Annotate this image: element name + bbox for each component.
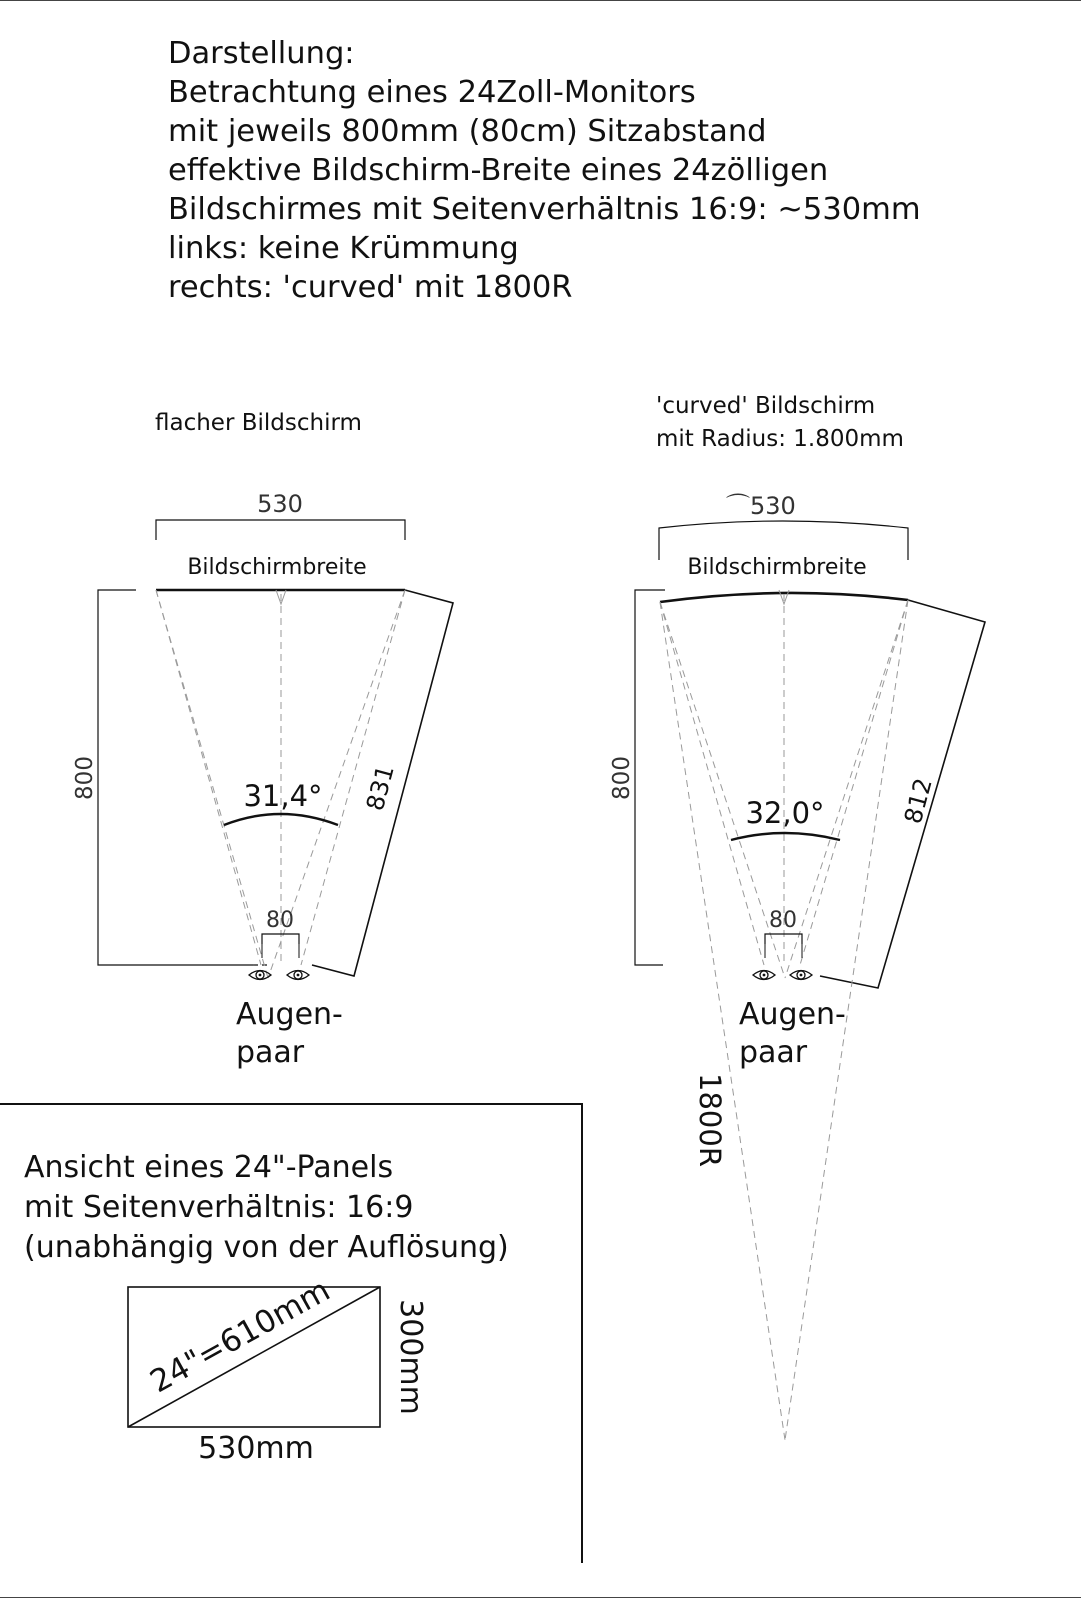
curved-screen-subtitle: mit Radius: 1.800mm (656, 426, 904, 452)
panel-diagonal-label: 24"=610mm (144, 1272, 337, 1401)
curved-eyes-label: Augen- (739, 997, 846, 1032)
flat-screen-title: flacher Bildschirm (155, 410, 362, 436)
left-eye-icon (249, 971, 271, 980)
panel-line: mit Seitenverhältnis: 16:9 (24, 1190, 414, 1225)
panel-width-label: 530mm (198, 1431, 314, 1466)
curved-eye-distance: 80 (769, 908, 797, 933)
curved-screen-title: 'curved' Bildschirm (656, 393, 876, 419)
flat-angle-value: 31,4° (243, 779, 323, 813)
flat-width-bracket (156, 520, 405, 540)
curved-eyes-label-2: paar (739, 1035, 808, 1070)
right-eye-icon (287, 971, 309, 980)
curved-distance-dimension: 800 (609, 756, 635, 800)
panel-line: Ansicht eines 24"-Panels (24, 1150, 394, 1185)
intro-line: rechts: 'curved' mit 1800R (168, 270, 573, 305)
flat-screen-diagram (72, 410, 453, 1070)
right-eye-icon (790, 971, 812, 980)
flat-eyes-label-2: paar (236, 1035, 305, 1070)
intro-line: links: keine Krümmung (168, 231, 519, 266)
panel-description (24, 1148, 509, 1268)
intro-line: Bildschirmes mit Seitenverhältnis 16:9: ~530mm (168, 192, 921, 227)
flat-width-dimension: 530 (257, 490, 303, 518)
intro-line: Betrachtung eines 24Zoll-Monitors (168, 75, 696, 110)
flat-screen-label: Bildschirmbreite (187, 555, 367, 580)
bottom-border (0, 1597, 1081, 1598)
curved-screen-label: Bildschirmbreite (687, 555, 867, 580)
curved-width-dimension: ⌒530 (726, 492, 796, 520)
intro-line: effektive Bildschirm-Breite eines 24zölligen (168, 153, 829, 188)
curved-distance-bracket (635, 590, 665, 965)
radius-label: 1800R (693, 1073, 727, 1167)
intro-line: Darstellung: (168, 36, 355, 71)
curved-angle-arc (731, 833, 840, 840)
flat-diagonal-dimension: 831 (360, 762, 400, 814)
left-eye-icon (753, 971, 775, 980)
curved-angle-value: 32,0° (745, 796, 825, 830)
flat-eyes-label: Augen- (236, 997, 343, 1032)
arc-symbol: ⌒ (726, 492, 750, 520)
flat-distance-bracket (98, 590, 253, 965)
curved-diagonal-dimension: 812 (898, 775, 938, 827)
flat-distance-dimension: 800 (72, 756, 98, 800)
panel-height-label: 300mm (393, 1299, 428, 1415)
intro-line: mit jeweils 800mm (80cm) Sitzabstand (168, 114, 767, 149)
panel-line: (unabhängig von der Auflösung) (24, 1230, 509, 1265)
flat-eye-distance: 80 (266, 908, 294, 933)
curved-screen-diagram (609, 393, 985, 1440)
